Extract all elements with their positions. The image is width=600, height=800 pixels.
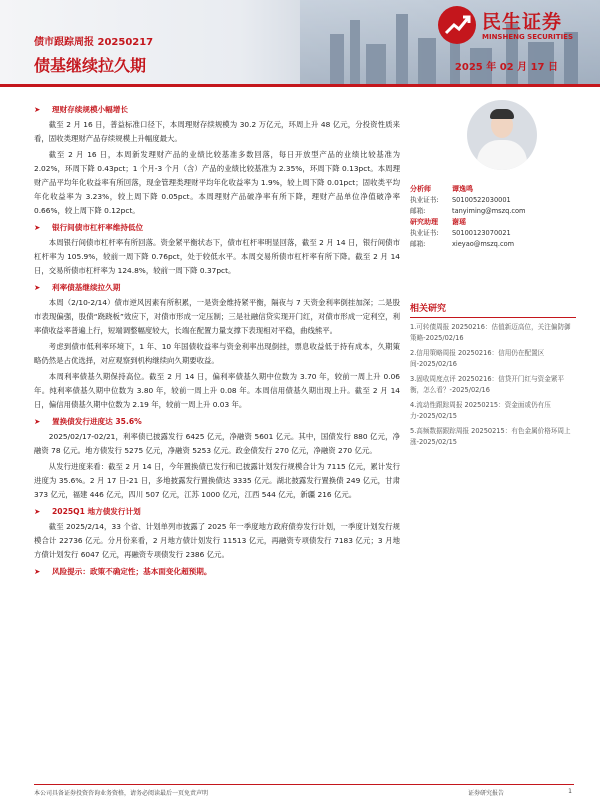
arrow-icon: ➤ [34,567,41,576]
analyst-cert: S0100123070021 [452,229,511,237]
analyst-email[interactable]: tanyiming@mszq.com [452,207,526,215]
section-title: ➤ 理财存续规模小幅增长 [34,103,400,117]
analyst-cert: S0100522030001 [452,196,511,204]
report-series-tag: 债市跟踪周报 20250217 [34,37,154,48]
report-body [34,100,400,580]
related-research-title: 相关研究 [410,304,576,318]
analyst-info: 分析师 谭逸鸣 执业证书: S0100522030001 邮箱: tanyiming@mszq.com 研究助理 谢瑶 执业证书: S0100123070021 邮箱: xieyao@mszq.com [410,185,526,248]
page-number: 1 [568,788,572,795]
paragraph: 截至 2 月 16 日，本周新发理财产品的业绩比较基准多数回落，每日开放型产品的业绩比较基准为 2.02%，环周下降 0.43pct；1 个月-3 个月（含）产品的业绩比较基准为 2.35%，环周下降 0.13pct。本周理财产品平均年化收益率有所回落，现金管理类理财平均年化收益率为 1.9%，较上周下降 0.01pct；固收类平均年化收益率为 3.23%，较上周下降 0.05pct。本周理财产品破净率有所下降，理财产品单位净值破净率 0.66%，较上周下降 0.12pct。 [34,150,400,215]
related-research-item[interactable]: 3.固收周度点评 20250216：信贷开门红与资金紧平衡，怎么看？-2025/02/16 [410,375,565,394]
section-title: ➤ 银行间债市杠杆率维持低位 [34,221,400,235]
arrow-icon: ➤ [34,105,41,114]
paragraph: 考虑到债市低利率环境下，1 年、10 年国债收益率与资金利率出现倒挂，票息收益低于持有成本，久期策略仍然是占优选择，对应观察到机构继续向久期要收益。 [34,342,400,365]
analyst-role: 分析师 [410,185,431,193]
related-research-list [410,322,576,452]
analyst-name: 谢瑶 [452,218,466,226]
section-title: ➤ 2025Q1 地方债发行计划 [34,505,400,519]
paragraph: 本周银行间债市杠杆率有所回落。资金紧平衡状态下，债市杠杆率明显回落，截至 2 月 14 日，银行间债市杠杆率为 105.9%，较前一周下降 0.76pct，处于较低水平。本周交易所债市杠杆率有所下降。截至 2 月 14 日，交易所债市杠杆率为 124.8%，较前一周下降 0.37pct。 [34,238,400,275]
minsheng-logo [438,6,588,46]
risk-warning: ➤ 风险提示：政策不确定性；基本面变化超预期。 [34,565,400,579]
paragraph: 截至 2 月 16 日，普益标准口径下，本周理财存续规模为 30.2 万亿元，环周上升 48 亿元，分投资性质来看，固收类理财产品存续规模上升幅度最大。 [34,120,400,143]
report-header [0,0,600,84]
arrow-icon: ➤ [34,417,41,426]
paragraph: 从发行进度来看：截至 2 月 14 日，今年置换债已发行和已披露计划发行规模合计为 7115 亿元，累计发行进度为 35.6%。2 月 17 日-21 日，多地披露发行置换债达 3335 亿元。湖北披露发行置换债 249 亿元，甘肃 373 亿元，福建 446 亿元，四川 507 亿元，江苏 1000 亿元，江西 544 亿元，新疆 216 亿元。 [34,462,400,499]
arrow-icon: ➤ [34,507,41,516]
analyst-name: 谭逸鸣 [452,185,473,193]
related-research-item[interactable]: 2.信用策略周报 20250216：信用仍在配置区间-2025/02/16 [410,349,545,368]
related-research-item[interactable]: 4.流动性跟踪周报 20250215：资金面或仍有压力-2025/02/15 [410,401,551,420]
footer-label: 证券研究报告 [468,790,505,797]
logo-text-cn: 民生证券 [482,11,563,33]
section-title: ➤ 置换债发行进度达 35.6% [34,415,400,429]
related-research-item[interactable]: 1.可转债周报 20250216：估值新迈高位，关注偏防御策略-2025/02/16 [410,323,571,342]
arrow-icon: ➤ [34,223,41,232]
footer-disclaimer: 本公司具备证券投资咨询业务资格，请务必阅读最后一页免责声明 [34,790,209,797]
paragraph: 截至 2025/2/14，33 个省、计划单列市披露了 2025 年一季度地方政府债券发行计划，一季度计划发行规模合计 22736 亿元。分月份来看，2 月地方债计划发行 11513 亿元，再融资专项债发行 7183 亿元；3 月地方债计划发行 6047 亿元，再融资专项债发行 2386 亿元。 [34,522,400,559]
paragraph: 本周（2/10-2/14）债市逆风因素有所积累，一是资金维持紧平衡，隔夜与 7 天资金利率倒挂加深；二是股市表现偏强，股债“跷跷板”效应下，对债市形成一定压制；三是社融信贷实现开门红，对债市形成一定利空，利率债收益率普遍上行，短端调整幅度较大，长端在配置力量支撑下表现相对平稳，曲线熊平。 [34,298,400,335]
header-divider [0,84,600,87]
report-date: 2025 年 02 月 17 日 [454,62,558,73]
arrow-icon: ➤ [34,283,41,292]
analyst-photo [467,100,537,170]
related-research-item[interactable]: 5.高频数据跟踪周报 20250215：有色金属价格环周上涨-2025/02/15 [410,427,571,446]
footer-divider [34,784,574,785]
section-title: ➤ 利率债基继续拉久期 [34,281,400,295]
report-title: 债基继续拉久期 [34,56,147,75]
analyst-email[interactable]: xieyao@mszq.com [452,240,515,248]
paragraph: 本周利率债基久期保持高位。截至 2 月 14 日，偏利率债基久期中位数为 3.70 年，较前一周上升 0.06 年。纯利率债基久期中位数为 3.80 年，较前一周上升 0.08 年。本周信用债基久期出现上升。截至 2 月 14 日，偏信用债基久期中位数为 2.19 年，较前一周上升 0.03 年。 [34,372,400,409]
logo-text-en: MINSHENG SECURITIES [482,33,573,41]
analyst-role: 研究助理 [410,218,438,226]
paragraph: 2025/02/17-02/21，利率债已披露发行 6425 亿元，净融资 5601 亿元。其中，国债发行 880 亿元，净融资 78 亿元。地方债发行 5275 亿元，净融资 5253 亿元。政金债发行 270 亿元，净融资 270 亿元。 [34,432,400,455]
minsheng-logo-icon [438,6,476,44]
